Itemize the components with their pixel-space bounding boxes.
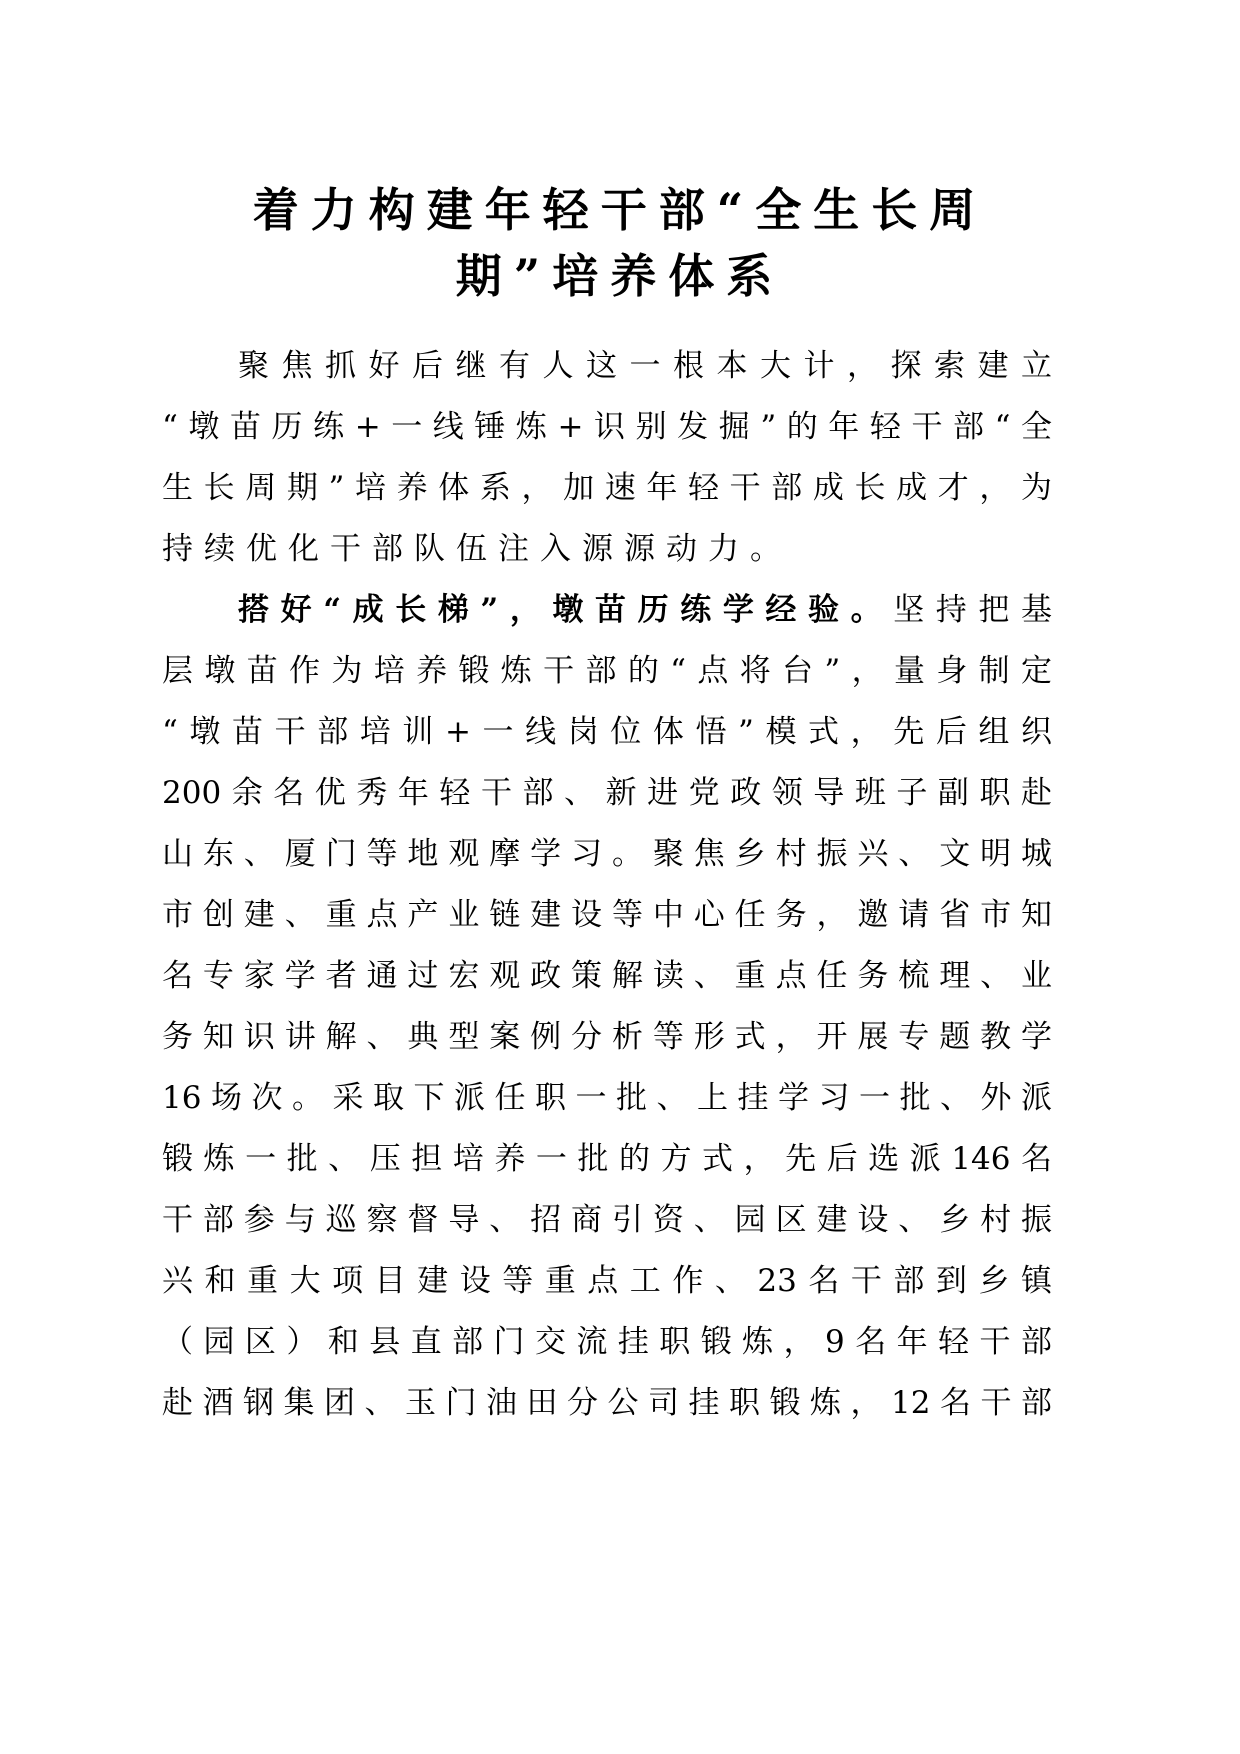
paragraph-2-line-13: （园区）和县直部门交流挂职锻炼，9名年轻干部 (162, 1324, 1052, 1360)
paragraph-2-first-line-rest: 坚持把基 (893, 592, 1052, 628)
paragraph-2-line-6: 市创建、重点产业链建设等中心任务，邀请省市知 (162, 897, 1052, 933)
paragraph-2-line-1 (238, 585, 1052, 635)
paragraph-2-line-10: 锻炼一批、压担培养一批的方式，先后选派146名 (162, 1141, 1052, 1177)
paragraph-2-heading: 搭好“成长梯”，墩苗历练学经验。 (238, 592, 894, 628)
paragraph-2-line-14: 赴酒钢集团、玉门油田分公司挂职锻炼，12名干部 (162, 1385, 1052, 1421)
paragraph-2-line-2: 层墩苗作为培养锻炼干部的“点将台”，量身制定 (162, 653, 1052, 689)
paragraph-1-line-1: 聚焦抓好后继有人这一根本大计，探索建立 (238, 348, 1052, 384)
paragraph-1-line-3: 生长周期”培养体系，加速年轻干部成长成才，为 (162, 470, 1052, 506)
title-line-1: 着力构建年轻干部“全生长周 (252, 183, 988, 237)
paragraph-2-line-12: 兴和重大项目建设等重点工作、23名干部到乡镇 (162, 1263, 1052, 1299)
paragraph-1-line-4: 持续优化干部队伍注入源源动力。 (162, 531, 792, 567)
paragraph-2-line-3: “墩苗干部培训+一线岗位体悟”模式，先后组织 (162, 714, 1052, 750)
paragraph-2-line-11: 干部参与巡察督导、招商引资、园区建设、乡村振 (162, 1202, 1052, 1238)
paragraph-2-line-8: 务知识讲解、典型案例分析等形式，开展专题教学 (162, 1019, 1052, 1055)
paragraph-2-line-7: 名专家学者通过宏观政策解读、重点任务梳理、业 (162, 958, 1052, 994)
title-line-2: 期”培养体系 (455, 249, 785, 303)
paragraph-2-line-4: 200余名优秀年轻干部、新进党政领导班子副职赴 (162, 775, 1052, 811)
paragraph-2-line-9: 16场次。采取下派任职一批、上挂学习一批、外派 (162, 1080, 1052, 1116)
paragraph-2-line-5: 山东、厦门等地观摩学习。聚焦乡村振兴、文明城 (162, 836, 1052, 872)
paragraph-1-line-2: “墩苗历练+一线锤炼+识别发掘”的年轻干部“全 (162, 409, 1052, 445)
